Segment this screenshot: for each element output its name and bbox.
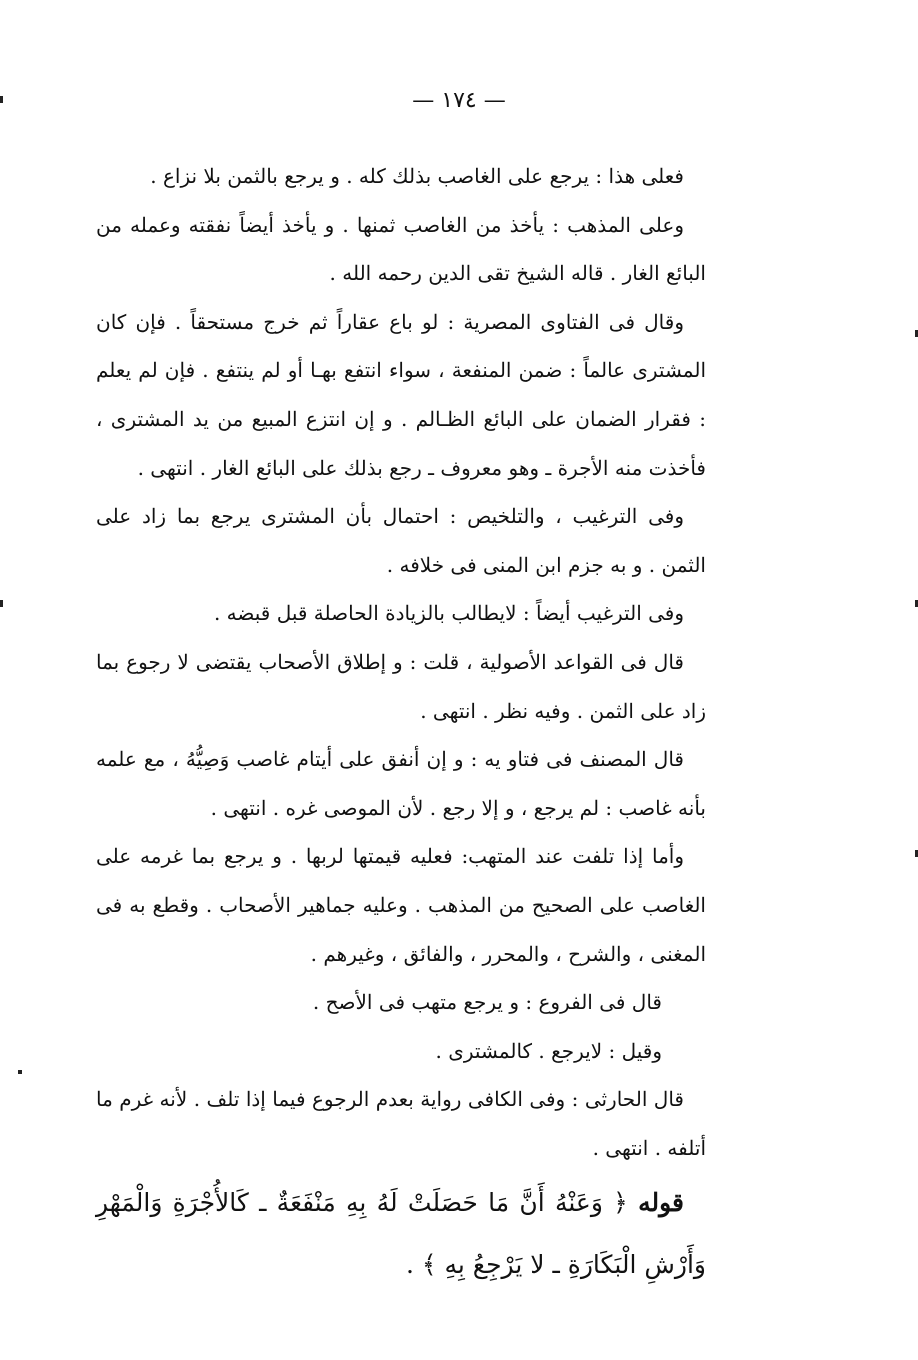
paragraph-11: قال الحارثى : وفى الكافى رواية بعدم الرجوع فيما إذا تلف . لأنه غرم ما أتلفه . انتهى . <box>96 1087 706 1160</box>
paragraph-5: وفى الترغيب أيضاً : لايطالب بالزيادة الحاصلة قبل قبضه . <box>213 601 684 626</box>
paragraph-10: وقيل : لايرجع . كالمشترى . <box>435 1038 662 1063</box>
quote-lead: قوله <box>638 1188 685 1218</box>
quote-body: ﴿ وَعَنْهُ أَنَّ مَا حَصَلَتْ لَهُ بِهِ مَنْفَعَةٌ ـ كَالأُجْرَةِ وَالْمَهْرِ وَأَرْشِ الْبَكَارَةِ ـ لا يَرْجِعُ بِهِ ﴾ . <box>96 1188 706 1280</box>
paragraph-2: وعلى المذهب : يأخذ من الغاصب ثمنها . و يأخذ أيضاً نفقته وعمله من البائع الغار . قاله الشيخ تقى الدين رحمه الله . <box>96 212 706 286</box>
scan-speck <box>18 1070 22 1074</box>
paragraph-4: وفى الترغيب ، والتلخيص : احتمال بأن المشترى يرجع بما زاد على الثمن . و به جزم ابن المنى فى خلافه . <box>96 504 706 577</box>
paragraph-9: قال فى الفروع : و يرجع متهب فى الأصح . <box>312 990 662 1015</box>
scan-margin-mark <box>0 600 3 607</box>
paragraph-7: قال المصنف فى فتاو يه : و إن أنفق على أيتام غاصب وَصِيُّهُ ، مع علمه بأنه غاصب : لم يرجع ، و إلا رجع . لأن الموصى غره . انتهى . <box>96 747 706 820</box>
paragraph-8: وأما إذا تلفت عند المتهب: فعليه قيمتها لربها . و يرجع بما غرمه على الغاصب على الصحيح من المذهب . وعليه جماهير الأصحاب . وقطع به فى المغنى ، والشرح ، والمحرر ، والفائق ، وغيرهم . <box>96 844 706 966</box>
quoted-text <box>96 1172 706 1296</box>
page-body <box>96 152 706 1296</box>
page-number: — ١٧٤ — <box>412 88 506 113</box>
scan-margin-mark <box>0 96 3 103</box>
paragraph-1: فعلى هذا : يرجع على الغاصب بذلك كله . و يرجع بالثمن بلا نزاع . <box>150 164 684 188</box>
paragraph-3: وقال فى الفتاوى المصرية : لو باع عقاراً ثم خرج مستحقاً . فإن كان المشترى عالماً : ضمن المنفعة ، سواء انتفع بهـا أو لم ينتفع . فإن لم يعلم : فقرار الضمان على البائع الظـالم . و إن انتزع المبيع من يد المشترى ، فأخذت منه الأجرة ـ وهو معروف ـ رجع بذلك على البائع الغار . انتهى . <box>96 309 706 480</box>
paragraph-6: قال فى القواعد الأصولية ، قلت : و إطلاق الأصحاب يقتضى لا رجوع بما زاد على الثمن . وفيه نظر . انتهى . <box>96 649 706 723</box>
